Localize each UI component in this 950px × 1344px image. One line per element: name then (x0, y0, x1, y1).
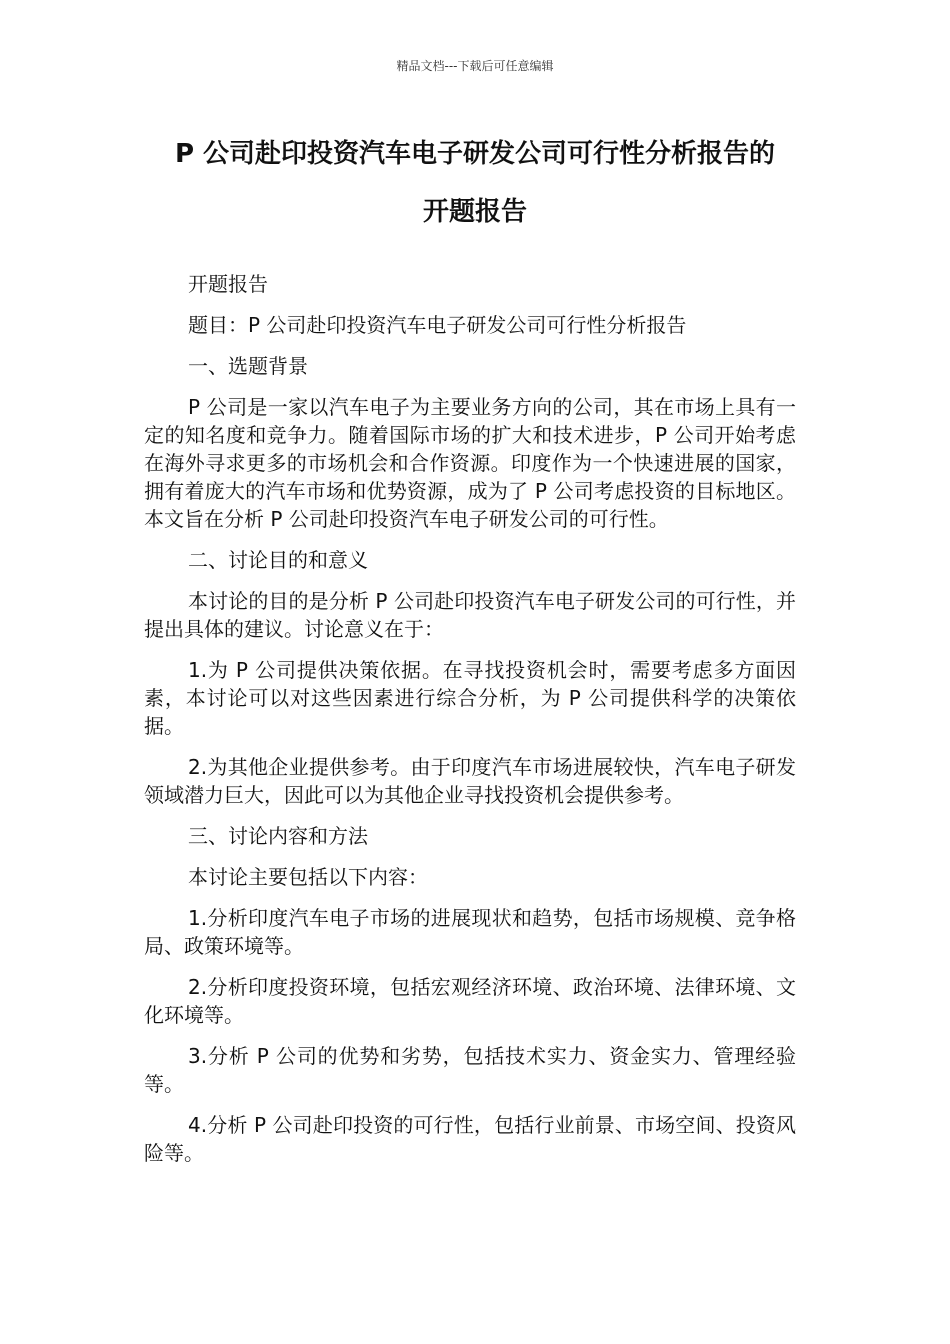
list-item-content-2: 2.分析印度投资环境，包括宏观经济环境、政治环境、法律环境、文化环境等。 (144, 975, 796, 1027)
list-item-content-1: 1.分析印度汽车电子市场的进展现状和趋势，包括市场规模、竞争格局、政策环境等。 (144, 906, 796, 958)
paragraph-background: P 公司是一家以汽车电子为主要业务方向的公司，其在市场上具有一定的知名度和竞争力。随着国际市场的扩大和技术进步，P 公司开始考虑在海外寻求更多的市场机会和合作资源。印度作为一个快速进展的国家，拥有着庞大的汽车市场和优势资源，成为了 P 公司考虑投资的目标地区。本文旨在分析 P 公司赴印投资汽车电子研发公司的可行性。 (144, 395, 796, 531)
document-title-line-2: 开题报告 (422, 197, 527, 227)
list-item-purpose-1: 1.为 P 公司提供决策依据。在寻找投资机会时，需要考虑多方面因素，本讨论可以对这些因素进行综合分析，为 P 公司提供科学的决策依据。 (144, 658, 796, 738)
page-header-note: 精品文档---下载后可任意编辑 (396, 59, 554, 73)
paragraph-purpose: 本讨论的目的是分析 P 公司赴印投资汽车电子研发公司的可行性，并提出具体的建议。讨论意义在于： (144, 589, 796, 641)
section-label-proposal: 开题报告 (188, 272, 268, 296)
paragraph-content-intro: 本讨论主要包括以下内容： (188, 865, 428, 889)
heading-background: 一、选题背景 (188, 354, 308, 378)
topic-line: 题目：P 公司赴印投资汽车电子研发公司可行性分析报告 (188, 313, 687, 337)
list-item-content-3: 3.分析 P 公司的优势和劣势，包括技术实力、资金实力、管理经验等。 (144, 1044, 796, 1096)
heading-purpose: 二、讨论目的和意义 (188, 548, 368, 572)
document-title-line-1: P 公司赴印投资汽车电子研发公司可行性分析报告的 (174, 139, 776, 169)
document-body (144, 270, 796, 1180)
list-item-content-4: 4.分析 P 公司赴印投资的可行性，包括行业前景、市场空间、投资风险等。 (144, 1113, 796, 1165)
list-item-purpose-2: 2.为其他企业提供参考。由于印度汽车市场进展较快，汽车电子研发领域潜力巨大，因此可以为其他企业寻找投资机会提供参考。 (144, 755, 796, 807)
heading-content-methods: 三、讨论内容和方法 (188, 824, 368, 848)
